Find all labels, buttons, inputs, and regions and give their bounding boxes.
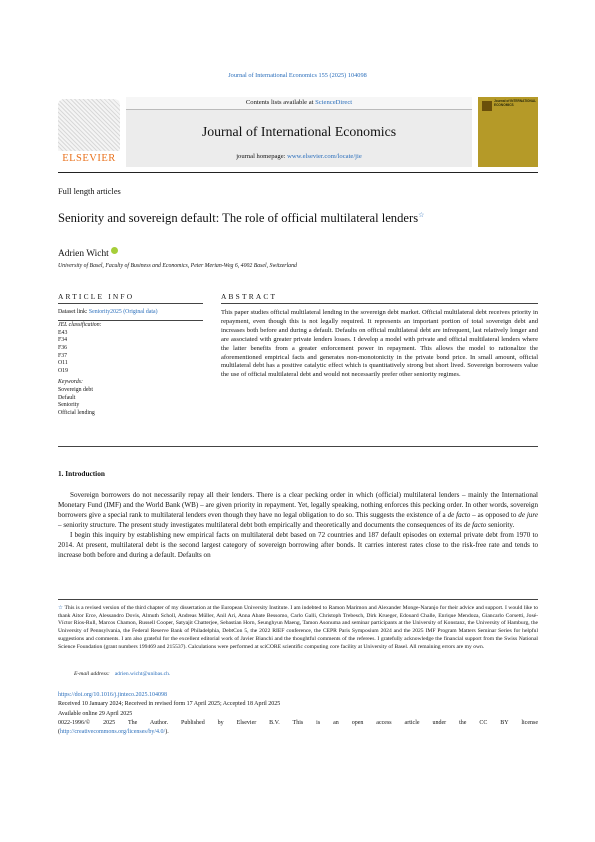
introduction-heading: 1. Introduction	[58, 469, 105, 478]
license-link[interactable]: http://creativecommons.org/licenses/by/4.0/	[60, 729, 166, 736]
publication-meta	[58, 691, 538, 737]
cover-title: Journal of INTERNATIONAL ECONOMICS	[494, 99, 537, 107]
copyright-line: 0022-1996/© 2025 The Author. Published by Elsevier B.V. This is an open access article under the CC BY license	[58, 719, 538, 726]
homepage-link[interactable]: www.elsevier.com/locate/jie	[287, 153, 362, 160]
author-affiliation: University of Basel, Faculty of Business and Economics, Peter Merian-Weg 6, 4002 Basel, Switzerland	[58, 263, 297, 269]
homepage-prefix: journal homepage:	[236, 153, 288, 160]
jel-code: F34	[58, 337, 68, 344]
intro-text: – seniority structure. The present study investigates multilateral debt both empirically and theoretically and documents the consequences of its	[58, 521, 464, 529]
email-link[interactable]: adrien.wicht@unibas.ch.	[114, 671, 171, 677]
abstract-heading: ABSTRACT	[221, 292, 278, 301]
jel-code: F36	[58, 344, 68, 351]
author-line	[58, 247, 118, 259]
header-rule	[58, 172, 538, 173]
received-dates: Received 10 January 2024; Received in revised form 17 April 2025; Accepted 18 April 2025	[58, 701, 281, 708]
article-info-heading: ARTICLE INFO	[58, 292, 135, 301]
journal-citation-link[interactable]: Journal of International Economics 155 (2025) 104098	[228, 72, 367, 79]
keyword: Default	[58, 394, 76, 401]
elsevier-logo[interactable]	[58, 99, 120, 165]
license-paren: ).	[165, 729, 169, 736]
article-type: Full length articles	[58, 187, 121, 196]
doi-link[interactable]: https://doi.org/10.1016/j.jinteco.2025.104098	[58, 692, 168, 698]
intro-italic: de facto	[447, 511, 471, 519]
contents-prefix: Contents lists available at	[245, 99, 316, 106]
article-info-panel	[58, 309, 203, 417]
journal-title: Journal of International Economics	[201, 124, 397, 139]
author-name[interactable]: Adrien Wicht	[58, 249, 109, 259]
title-footnote-mark[interactable]: ☆	[418, 211, 425, 219]
intro-text: seniority.	[486, 521, 515, 529]
jel-label: JEL classification:	[58, 322, 102, 329]
jel-code: O19	[58, 367, 68, 374]
dataset-line	[58, 309, 203, 317]
article-info-rule	[58, 303, 203, 304]
available-online: Available online 29 April 2025	[58, 710, 133, 717]
abstract-bottom-rule	[58, 446, 538, 447]
footnote-text: This is a revised version of the third chapter of my dissertation at the European University Institute. I am indebted to Ramon Marimon and Alexander Monge-Naranjo for their advice and support. I would like to thank Aitor Erce, Alessandro Dovis, Almuth Scholl, Andreas Müller, Anil Ari, Anna Abate Bessomo, Carlo Galli, Christoph Trebesch, Dirk Krueger, Edouard Challe, Enrique Mendoza, Giancarlo Corsetti, José-Víctor Ríos-Rull, Marcos Chamon, Russell Cooper, Satyajit Chatterjee, Sebastian Horn, Seunghyun Maeng, Tamon Asonuma and seminar participants at the University of Konstanz, the University of Hamburg, the University of Pennsylvania, the Federal Reserve Bank of Philadelphia, DebtCon 5, the 2022 RIEF conference, the CEPR Paris Symposium 2024 and the 2025 IMF Program Matters Seminar Series for helpful suggestions and comments. I am also grateful for the excellent editorial work of Javier Bianchi and the thoughtful comments of the referees. I gratefully acknowledge the financial support from the Swiss National Science Foundation (grant numbers 199469 and 215537). Calculations were performed at sciCORE scientific computing core facility at University of Basel. All remaining errors are my own.	[58, 605, 539, 650]
email-label: E-mail address:	[74, 671, 110, 677]
intro-text: – as opposed to	[470, 511, 519, 519]
abstract-rule	[221, 303, 538, 304]
keyword: Official lending	[58, 409, 95, 416]
intro-text: Sovereign borrowers do not necessarily repay all their lenders. There is a clear pecking order in which (official) multilateral lenders – mainly the International Monetary Fund (IMF) and the World Bank (WB) – are given priority in repayment. Yet, legally speaking, nothing enforces this pecking order. In other words, sovereign borrowers give a special rank to multilateral lenders even though they have no legal obligation to do so. This suggests the existence of a	[58, 491, 538, 519]
intro-paragraph-1	[58, 490, 538, 530]
elsevier-wordmark: ELSEVIER	[62, 153, 116, 164]
orcid-icon[interactable]	[111, 247, 118, 254]
article-title	[58, 208, 488, 226]
cover-emblem-icon	[482, 101, 492, 111]
keyword: Seniority	[58, 402, 80, 409]
article-title-text: Seniority and sovereign default: The role of official multilateral lenders	[58, 211, 419, 226]
abstract-text: This paper studies official multilateral lending in the sovereign debt market. Official multilateral debt receives priority in repayment, even though this is not legally required. It represents an important portion of total sovereign debt and increases both before and during a default. Defaults on official multilateral debt are infrequent, last relatively longer and are associated with greater private lenders losses. I develop a model with private and official multilateral lenders where the latter benefits from a greater enforcement power in repayment. This allows the model to rationalize the aforementioned empirical facts and generates non-monotonicity in the private bond price. In small amount, official multilateral debt has a positive catalytic effect which is quantitatively strong but short lived. Sovereign borrowers value the use of official multilateral debt and would not necessarily prefer other seniority regimes.	[221, 309, 538, 379]
jel-code: F37	[58, 352, 68, 359]
elsevier-tree-icon	[58, 99, 120, 151]
license-paren: (	[58, 729, 60, 736]
footnote	[58, 605, 538, 651]
intro-italic: de facto	[463, 521, 487, 529]
journal-homepage	[126, 153, 472, 160]
introduction-body	[58, 490, 538, 560]
dataset-label: Dataset link:	[58, 309, 89, 315]
masthead-banner	[126, 97, 472, 167]
contents-line	[126, 97, 472, 110]
email-line	[74, 671, 170, 677]
journal-cover-thumbnail[interactable]	[478, 97, 538, 167]
intro-italic: de jure	[518, 511, 538, 519]
journal-masthead	[58, 97, 538, 167]
license-line	[58, 728, 538, 737]
keywords-label: Keywords:	[58, 379, 83, 386]
sciencedirect-link[interactable]: ScienceDirect	[315, 99, 353, 106]
dataset-link[interactable]: Seniority2025 (Original data)	[88, 309, 158, 315]
footnote-mark: ☆	[58, 605, 64, 611]
footnote-rule	[58, 599, 538, 600]
jel-code: E43	[58, 329, 68, 336]
jel-code: O11	[58, 360, 68, 367]
keyword: Sovereign debt	[58, 386, 93, 393]
dataset-rule	[58, 320, 203, 321]
intro-paragraph-2: I begin this inquiry by establishing new empirical facts on multilateral debt based on 72 countries and 187 default episodes on external private debt from 1970 to 2014. At present, multilateral debt is the second largest category of sovereign borrowing after bonds. It carries interest rates close to the risk-free rate and tends to increase both before and during a default. Defaults on	[58, 531, 538, 559]
